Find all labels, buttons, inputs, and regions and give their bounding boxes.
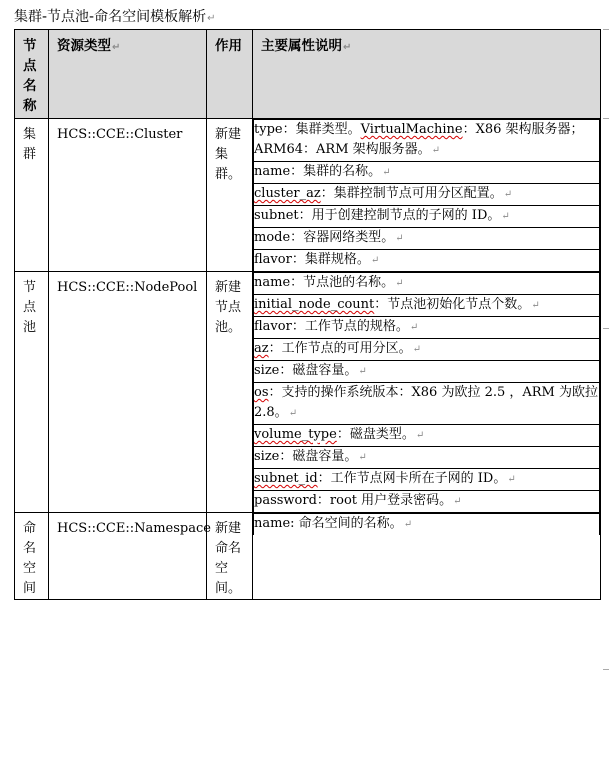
resource-type-cell: HCS::CCE::Cluster: [49, 119, 207, 272]
paragraph-mark: ↵: [358, 366, 367, 377]
attribute-description: 节点池的名称。: [303, 275, 395, 290]
attribute-item: [254, 206, 600, 228]
table-header-row: [15, 30, 601, 119]
row-end-mark: [603, 328, 609, 335]
attribute-item: [254, 120, 600, 162]
attribute-description: 集群类型。: [295, 122, 361, 137]
attribute-key: name: [254, 516, 291, 531]
attributes-cell: [253, 272, 601, 513]
attribute-description: ：X86 架构服务器；ARM64：ARM 架构服务器。: [254, 122, 584, 157]
attribute-description: 节点池初始化节点个数。: [387, 297, 531, 312]
paragraph-mark: ↵: [395, 233, 404, 244]
attribute-key: initial_node_count: [254, 297, 375, 312]
attribute-key: name: [254, 275, 291, 290]
attribute-item: [254, 184, 600, 206]
attribute-item: [254, 228, 600, 250]
paragraph-mark: ↵: [415, 430, 425, 441]
attribute-description: 命名空间的名称。: [298, 516, 403, 531]
attribute-description: 集群的名称。: [303, 164, 382, 179]
attribute-key: type: [254, 122, 283, 137]
header-node-name: 节点名称: [15, 30, 49, 119]
attribute-item: [254, 447, 600, 469]
paragraph-mark: ↵: [507, 474, 516, 485]
paragraph-mark: ↵: [531, 300, 540, 311]
paragraph-mark: ↵: [431, 145, 441, 156]
attribute-description: 磁盘容量。: [292, 363, 358, 378]
node-name-cell: 节点池: [15, 272, 49, 513]
attribute-separator: ：: [320, 186, 334, 201]
attribute-item: [254, 162, 600, 184]
attribute-key: flavor: [254, 252, 292, 267]
attribute-separator: :: [290, 516, 299, 531]
attribute-key: cluster_az: [254, 186, 321, 201]
paragraph-mark: ↵: [343, 42, 352, 53]
attribute-separator: ：: [291, 319, 305, 334]
attribute-item: [254, 295, 600, 317]
attributes-cell: [253, 119, 601, 272]
paragraph-mark: ↵: [370, 255, 380, 266]
attribute-item: [254, 425, 600, 447]
attribute-separator: ：: [290, 275, 304, 290]
attribute-key: size: [254, 363, 280, 378]
attribute-separator: ：: [298, 208, 312, 223]
paragraph-mark: ↵: [382, 167, 391, 178]
attribute-separator: ：: [282, 122, 296, 137]
attributes-cell: [253, 513, 601, 600]
attribute-description: 工作节点网卡所在子网的 ID。: [330, 471, 507, 486]
attribute-description: 集群规格。: [304, 252, 370, 267]
purpose-cell: 新建节点池。: [207, 272, 253, 513]
attribute-item: [254, 383, 600, 425]
attribute-separator: ：: [316, 493, 330, 508]
attribute-description: 用于创建控制节点的子网的 ID。: [311, 208, 501, 223]
attribute-separator: ：: [290, 230, 304, 245]
attribute-separator: ：: [268, 385, 282, 400]
paragraph-mark: ↵: [112, 42, 121, 53]
attribute-description: 磁盘容量。: [292, 449, 358, 464]
paragraph-mark: ↵: [395, 278, 404, 289]
node-name-cell: 命名空间: [15, 513, 49, 600]
attribute-key: VirtualMachine: [360, 122, 463, 137]
header-resource-type: 资源类型↵: [49, 30, 207, 119]
attribute-description: 工作节点的规格。: [304, 319, 409, 334]
attribute-separator: ：: [374, 297, 388, 312]
row-end-mark: [603, 29, 609, 36]
attribute-item: [254, 317, 600, 339]
attribute-key: subnet: [254, 208, 299, 223]
paragraph-mark: ↵: [403, 519, 413, 530]
attribute-item: [254, 250, 600, 272]
attribute-item: [254, 361, 600, 383]
resource-type-cell: HCS::CCE::NodePool: [49, 272, 207, 513]
attribute-item: [254, 273, 600, 295]
attribute-description: root 用户登录密码。: [329, 493, 453, 508]
row-end-mark: [603, 669, 609, 676]
table-row: [15, 272, 601, 513]
node-name-cell: 集群: [15, 119, 49, 272]
attribute-key: az: [254, 341, 269, 356]
attribute-key: os: [254, 385, 269, 400]
attribute-item: [254, 339, 600, 361]
purpose-cell: 新建命名空间。: [207, 513, 253, 600]
attribute-separator: ：: [279, 363, 293, 378]
document-title: 集群-节点池-命名空间模板解析↵: [14, 9, 216, 25]
paragraph-mark: ↵: [503, 189, 513, 200]
paragraph-mark: ↵: [501, 211, 510, 222]
attribute-separator: ：: [279, 449, 293, 464]
attribute-item: [254, 514, 600, 536]
table-body: [15, 119, 601, 600]
purpose-cell: 新建集群。: [207, 119, 253, 272]
attribute-key: subnet_id: [254, 471, 318, 486]
resource-table: [14, 29, 601, 600]
attribute-description: 磁盘类型。: [349, 427, 415, 442]
attribute-separator: ：: [268, 341, 282, 356]
paragraph-mark: ↵: [358, 452, 367, 463]
table-row: [15, 119, 601, 272]
paragraph-mark: ↵: [207, 13, 216, 24]
attribute-item: [254, 491, 600, 513]
attribute-key: password: [254, 493, 317, 508]
attribute-item: [254, 469, 600, 491]
attribute-key: volume_type: [254, 427, 337, 442]
resource-type-cell: HCS::CCE::Namespace: [49, 513, 207, 600]
attribute-description: 支持的操作系统版本：X86 为欧拉 2.5 ，ARM 为欧拉 2.8。: [254, 385, 599, 420]
table-row: [15, 513, 601, 600]
paragraph-mark: ↵: [409, 322, 419, 333]
attribute-description: 集群控制节点可用分区配置。: [333, 186, 503, 201]
attribute-key: name: [254, 164, 291, 179]
header-attributes: 主要属性说明↵: [253, 30, 601, 119]
attribute-description: 工作节点的可用分区。: [281, 341, 412, 356]
header-purpose: 作用: [207, 30, 253, 119]
attribute-separator: ：: [336, 427, 350, 442]
paragraph-mark: ↵: [453, 496, 462, 507]
attribute-key: mode: [254, 230, 291, 245]
attribute-key: flavor: [254, 319, 292, 334]
attribute-key: size: [254, 449, 280, 464]
attribute-separator: ：: [290, 164, 304, 179]
row-end-mark: [603, 118, 609, 125]
attribute-separator: ：: [317, 471, 331, 486]
attribute-description: 容器网络类型。: [303, 230, 395, 245]
paragraph-mark: ↵: [412, 344, 422, 355]
paragraph-mark: ↵: [288, 408, 298, 419]
attribute-separator: ：: [291, 252, 305, 267]
